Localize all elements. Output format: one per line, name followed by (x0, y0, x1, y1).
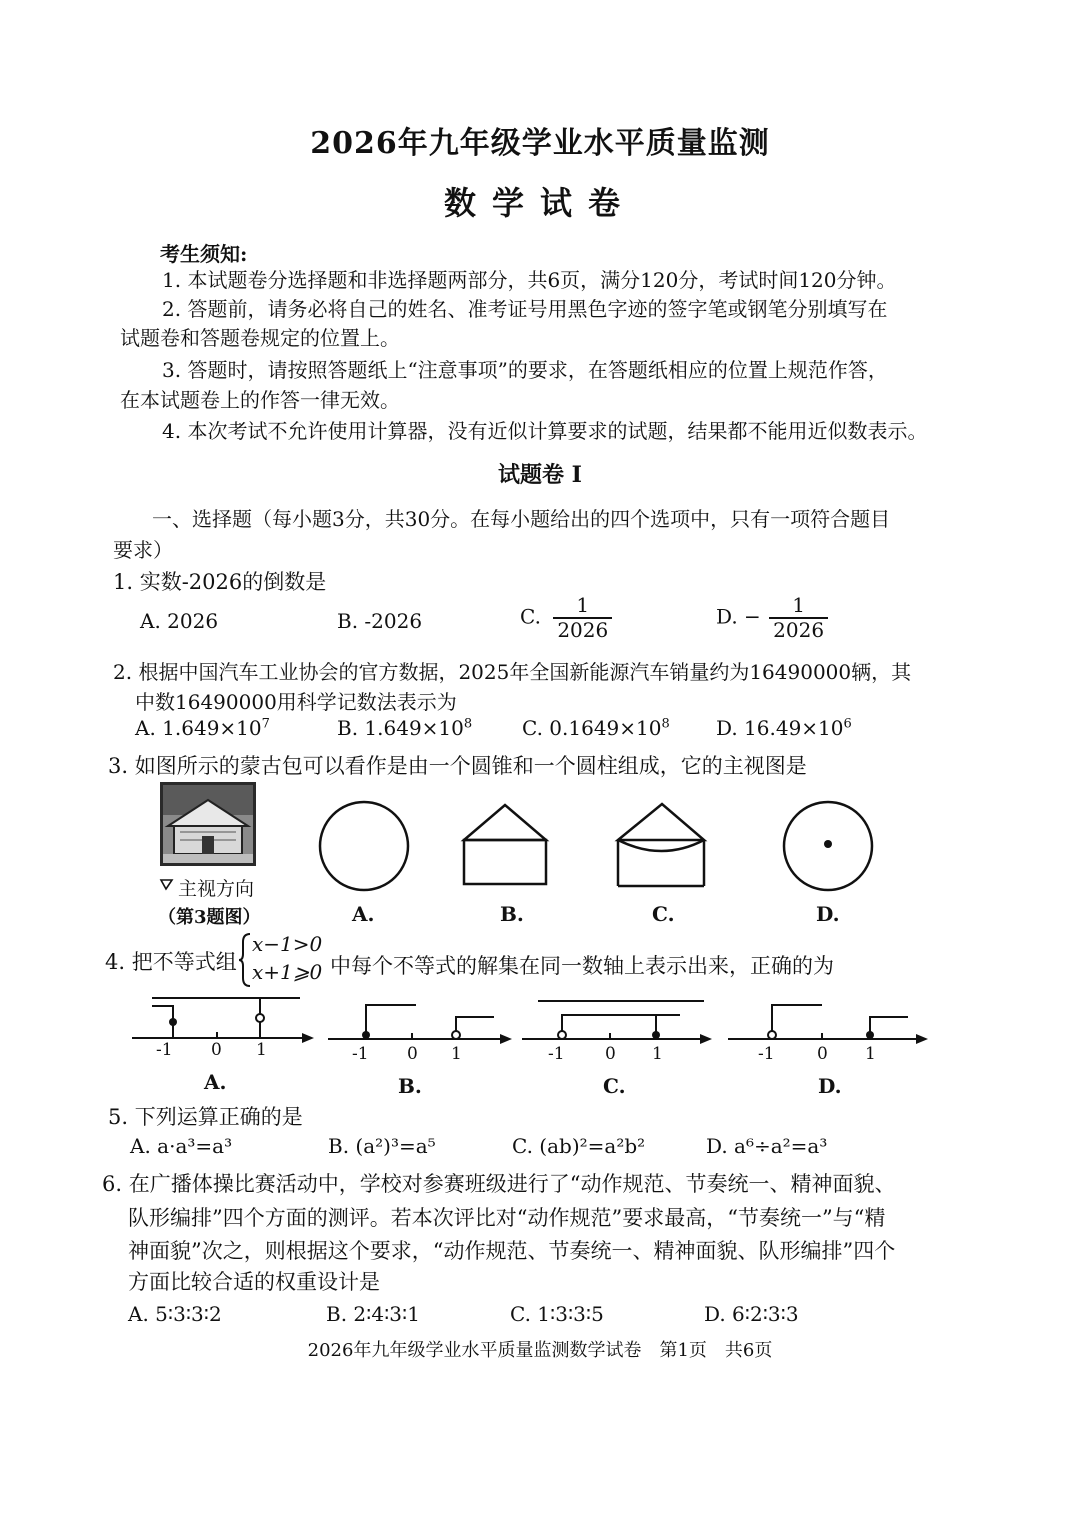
q5-option-a: A. a·a³=a³ (130, 1134, 233, 1158)
tick-label: 0 (817, 1044, 828, 1064)
q5-option-d: D. a⁶÷a²=a³ (706, 1134, 828, 1158)
tick-label: -1 (548, 1044, 565, 1064)
yurt-photo (160, 782, 256, 866)
tick-label: 0 (407, 1044, 418, 1064)
question-2-stem-cont: 中数16490000用科学记数法表示为 (135, 690, 457, 714)
fraction-numerator: 1 (769, 594, 828, 619)
page-title: 2026年九年级学业水平质量监测 (310, 126, 770, 161)
page-footer: 2026年九年级学业水平质量监测数学试卷 第1页 共6页 (307, 1340, 773, 1361)
q6-option-d: D. 6∶2∶3∶3 (704, 1302, 799, 1326)
q3-label-a: A. (352, 902, 375, 926)
q1-option-b: B. -2026 (337, 609, 423, 633)
notice-line: 1. 本试题卷分选择题和非选择题两部分，共6页，满分120分，考试时间120分钟。 (162, 268, 897, 292)
tick-label: 1 (652, 1044, 663, 1064)
q1-option-a: A. 2026 (140, 609, 219, 633)
direction-arrow-icon (160, 878, 174, 892)
tick-label: 1 (451, 1044, 462, 1064)
q2-option-b (337, 716, 472, 740)
system-brace-icon (238, 932, 252, 988)
notice-line: 4. 本次考试不允许使用计算器，没有近似计算要求的试题，结果都不能用近似数表示。 (162, 419, 928, 443)
question-6-stem-cont: 队形编排”四个方面的测评。若本次评比对“动作规范”要求最高，“节奏统一”与“精 (128, 1206, 886, 1230)
notice-line: 试题卷和答题卷规定的位置上。 (120, 326, 400, 350)
q3-shape-d-circle-dot (782, 800, 874, 892)
inequality-1: x−1>0 (252, 932, 323, 956)
tick-label: 0 (605, 1044, 616, 1064)
question-1-stem: 1. 实数-2026的倒数是 (113, 570, 327, 594)
q2-option-a (135, 716, 270, 740)
q2-option-a-exp: 7 (261, 716, 270, 732)
q4-label-c: C. (603, 1074, 626, 1098)
notice-line: 2. 答题前，请务必将自己的姓名、准考证号用黑色字迹的签字笔或钢笔分别填写在 (162, 297, 888, 321)
q1-option-c-fraction (553, 594, 612, 642)
q2-option-c-base: C. 0.1649×10 (522, 716, 662, 740)
tick-label: 0 (211, 1040, 222, 1060)
question-6-stem-cont: 神面貌”次之，则根据这个要求，“动作规范、节奏统一、精神面貌、队形编排”四个 (128, 1239, 896, 1263)
question-4-stem-pre: 4. 把不等式组 (105, 950, 237, 974)
q3-label-b: B. (500, 902, 524, 926)
q3-shape-c-triangle-arc (612, 800, 708, 890)
tick-label: 1 (256, 1040, 267, 1060)
q2-option-b-exp: 8 (463, 716, 473, 732)
q1-option-c (520, 594, 612, 642)
q2-option-a-base: A. 1.649×10 (135, 716, 262, 740)
q6-option-b: B. 2∶4∶3∶1 (326, 1302, 420, 1326)
q4-numberline-d (726, 995, 932, 1060)
notice-heading: 考生须知: (160, 242, 248, 266)
question-6-stem: 6. 在广播体操比赛活动中，学校对参赛班级进行了“动作规范、节奏统一、精神面貌、 (102, 1172, 896, 1196)
question-3-stem: 3. 如图所示的蒙古包可以看作是由一个圆锥和一个圆柱组成，它的主视图是 (108, 754, 807, 778)
q2-option-b-base: B. 1.649×10 (337, 716, 464, 740)
q5-option-c: C. (ab)²=a²b² (512, 1134, 646, 1158)
question-6-stem-cont: 方面比较合适的权重设计是 (128, 1270, 380, 1294)
q6-option-c: C. 1∶3∶3∶5 (510, 1302, 604, 1326)
q3-shape-b-triangle-rect (460, 800, 550, 890)
q2-option-d (716, 716, 852, 740)
question-5-stem: 5. 下列运算正确的是 (108, 1105, 303, 1129)
notice-line: 在本试题卷上的作答一律无效。 (120, 388, 400, 412)
tick-label: -1 (758, 1044, 775, 1064)
q1-option-d-fraction (769, 594, 828, 642)
q2-option-d-base: D. 16.49×10 (716, 716, 844, 740)
question-4-stem-post: 中每个不等式的解集在同一数轴上表示出来，正确的为 (330, 954, 834, 978)
q1-option-d (716, 594, 828, 642)
q2-option-c (522, 716, 670, 740)
paper-label: 试题卷 I (498, 462, 582, 488)
q5-option-b: B. (a²)³=a⁵ (328, 1134, 436, 1158)
question-2-stem: 2. 根据中国汽车工业协会的官方数据，2025年全国新能源汽车销量约为16490000辆，其 (113, 660, 912, 684)
q1-option-d-label: D. − (716, 604, 761, 629)
tick-label: -1 (352, 1044, 369, 1064)
section-heading-cont: 要求） (113, 538, 173, 562)
section-heading: 一、选择题（每小题3分，共30分。在每小题给出的四个选项中，只有一项符合题目 (152, 507, 891, 531)
fraction-denominator: 2026 (557, 618, 609, 642)
inequality-2: x+1⩾0 (252, 960, 323, 984)
tick-label: 1 (865, 1044, 876, 1064)
page-subtitle: 数学试卷 (443, 184, 636, 222)
q3-label-c: C. (652, 902, 675, 926)
q3-shape-a-circle (318, 800, 410, 892)
notice-line: 3. 答题时，请按照答题纸上“注意事项”的要求，在答题纸相应的位置上规范作答， (162, 358, 888, 382)
q6-option-a: A. 5∶3∶3∶2 (128, 1302, 222, 1326)
q4-label-a: A. (204, 1070, 227, 1094)
q3-label-d: D. (816, 902, 840, 926)
tick-label: -1 (156, 1040, 173, 1060)
fraction-numerator: 1 (553, 594, 612, 619)
fraction-denominator: 2026 (773, 618, 825, 642)
q4-label-b: B. (398, 1074, 422, 1098)
q4-label-d: D. (818, 1074, 842, 1098)
q1-option-c-label: C. (520, 604, 541, 629)
q2-option-c-exp: 8 (661, 716, 670, 732)
figure-caption: （第3题图） (158, 907, 261, 928)
view-direction-label: 主视方向 (178, 878, 255, 900)
q2-option-d-exp: 6 (843, 716, 852, 732)
